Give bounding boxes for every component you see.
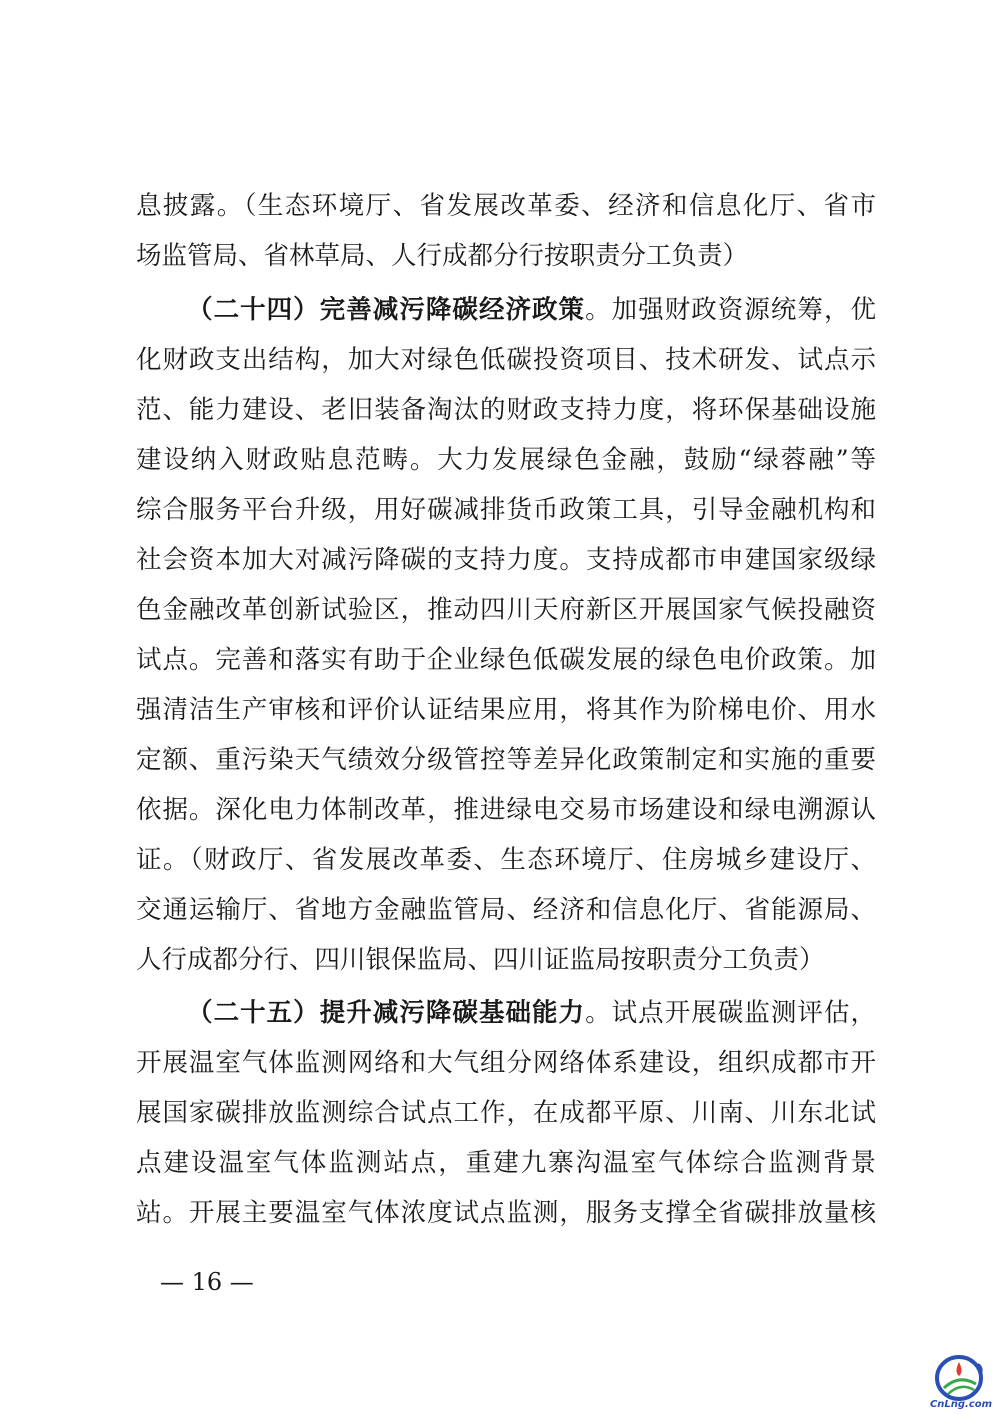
svg-text:CnLng.com: CnLng.com: [929, 1399, 993, 1410]
text-line: 定额、重污染天气绩效分级管控等差异化政策制定和实施的重要: [136, 745, 876, 775]
text-line: 展国家碳排放监测综合试点工作，在成都平原、川南、川东北试: [136, 1098, 876, 1128]
text-line: 点建设温室气体监测站点，重建九寨沟温室气体综合监测背景: [136, 1148, 876, 1178]
text-line: 色金融改革创新试验区，推动四川天府新区开展国家气候投融资: [136, 595, 876, 625]
text-line: 综合服务平台升级，用好碳减排货币政策工具，引导金融机构和: [136, 495, 876, 525]
text-line: 强清洁生产审核和评价认证结果应用，将其作为阶梯电价、用水: [136, 695, 876, 725]
logo-icon: [926, 1354, 996, 1410]
text-line: 范、能力建设、老旧装备淘汰的财政支持力度，将环保基础设施: [136, 395, 876, 425]
cnlng-logo: [926, 1354, 996, 1410]
text-line: 息披露。（生态环境厅、省发展改革委、经济和信息化厅、省市: [136, 191, 876, 221]
paragraph-24-first-line: [136, 285, 876, 335]
paragraph-25-first-line: [136, 988, 876, 1038]
page-number: — 16 —: [160, 1268, 254, 1296]
text-line: 证。（财政厅、省发展改革委、生态环境厅、住房城乡建设厅、: [136, 845, 876, 875]
text-line: 场监管局、省林草局、人行成都分行按职责分工负责）: [136, 241, 749, 271]
text-line: 依据。深化电力体制改革，推进绿电交易市场建设和绿电溯源认: [136, 795, 876, 825]
text-line: 交通运输厅、省地方金融监管局、经济和信息化厅、省能源局、: [136, 895, 876, 925]
text-line: 化财政支出结构，加大对绿色低碳投资项目、技术研发、试点示: [136, 345, 876, 375]
text-run: 。加强财政资源统筹，优: [585, 295, 876, 325]
text-line: 站。开展主要温室气体浓度试点监测，服务支撑全省碳排放量核: [136, 1198, 876, 1228]
text-line: 社会资本加大对减污降碳的支持力度。支持成都市申建国家级绿: [136, 545, 876, 575]
text-line: 开展温室气体监测网络和大气组分网络体系建设，组织成都市开: [136, 1048, 876, 1078]
section-heading-24: （二十四）完善减污降碳经济政策: [186, 295, 586, 325]
text-line: 人行成都分行、四川银保监局、四川证监局按职责分工负责）: [136, 945, 825, 975]
text-line: 试点。完善和落实有助于企业绿色低碳发展的绿色电价政策。加: [136, 645, 876, 675]
text-run: 。试点开展碳监测评估，: [585, 998, 876, 1028]
text-line: 建设纳入财政贴息范畴。大力发展绿色金融，鼓励“绿蓉融”等: [136, 445, 876, 475]
section-heading-25: （二十五）提升减污降碳基础能力: [186, 998, 586, 1028]
